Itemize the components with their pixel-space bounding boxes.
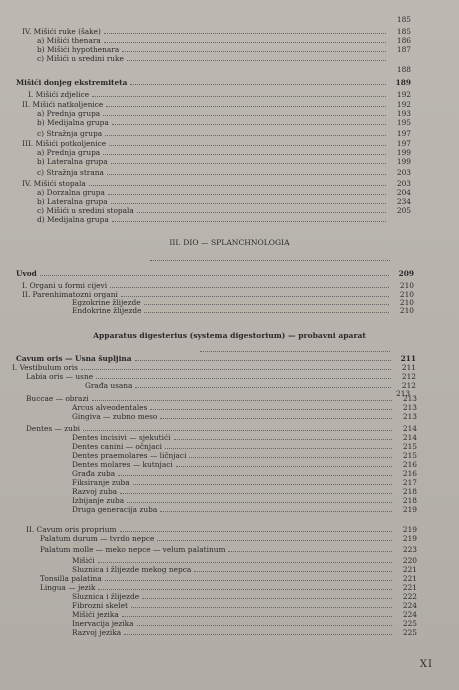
- toc-entry: [12, 364, 416, 372]
- toc-entry-page: 217: [402, 478, 417, 487]
- leader-dots: [122, 50, 386, 52]
- toc-entry-page: 214: [402, 433, 417, 442]
- toc-entry-page: 214: [402, 424, 417, 433]
- toc-entry-page: 199: [396, 157, 411, 166]
- toc-entry-page: 185: [396, 27, 411, 36]
- toc-entry-label: Sluznica i žlijezde mekog nepca: [72, 565, 192, 574]
- part-heading: III. DIO — SPLANCHNOLOGIA: [169, 238, 290, 247]
- toc-entry: [16, 79, 411, 87]
- toc-entry-page: 185: [396, 15, 411, 24]
- toc-entry-page: 193: [396, 109, 411, 118]
- leader-dots: [135, 359, 391, 361]
- toc-entry-label: II. Mišići natkoljenice: [22, 100, 104, 109]
- toc-entry-label: c) Mišići u sredini stopala: [37, 206, 134, 215]
- toc-entry-label: b) Mišići hypothenara: [37, 45, 120, 54]
- toc-entry: [72, 404, 417, 412]
- leader-dots: [142, 597, 392, 599]
- leader-dots: [98, 588, 392, 590]
- toc-entry: [22, 180, 411, 188]
- toc-entry-label: c) Stražnja strana: [37, 168, 104, 177]
- toc-entry: [72, 593, 417, 601]
- toc-entry: [22, 282, 414, 290]
- toc-entry-label: Lingua — jezik: [40, 583, 96, 592]
- toc-entry-label: I. Organi u formi cijevi: [22, 281, 108, 290]
- leader-dots: [135, 386, 391, 388]
- toc-entry: [72, 470, 417, 478]
- leader-dots: [157, 539, 392, 541]
- toc-entry: [72, 434, 417, 442]
- toc-entry: [37, 149, 411, 157]
- toc-entry-label: b) Medijalna grupa: [37, 118, 109, 127]
- toc-entry-page: 224: [402, 610, 417, 619]
- toc-entry-label: a) Prednja grupa: [37, 148, 101, 157]
- leader-dots: [111, 162, 386, 164]
- toc-entry: [28, 91, 411, 99]
- toc-entry: [72, 461, 417, 469]
- toc-entry: [72, 413, 417, 421]
- toc-entry-page: 218: [402, 496, 417, 505]
- toc-entry-label: Građa usana: [85, 381, 133, 390]
- leader-dots: [120, 492, 392, 494]
- toc-entry: [37, 207, 411, 215]
- toc-entry-page: 188: [396, 65, 411, 74]
- toc-entry-page: 210: [399, 290, 414, 299]
- leader-dots: [108, 193, 386, 195]
- toc-entry: [72, 629, 417, 637]
- toc-entry-label: Fibrozni skelet: [72, 601, 128, 610]
- toc-entry-page: 211: [401, 363, 416, 372]
- leader-dots: [160, 510, 392, 512]
- leader-dots: [81, 368, 391, 370]
- toc-entry-label: III. Mišići potkoljenice: [22, 139, 107, 148]
- toc-entry-label: IV. Mišići stopala: [22, 179, 86, 188]
- leader-dots: [176, 465, 392, 467]
- toc-entry-label: Inervacija jezika: [72, 619, 134, 628]
- toc-entry: [40, 584, 417, 592]
- leader-dots: [104, 41, 386, 43]
- toc-entry-page: 210: [399, 306, 414, 315]
- toc-entry-page: 205: [396, 206, 411, 215]
- toc-entry-label: c) Stražnja grupa: [37, 129, 103, 138]
- section-heading: Apparatus digesterius (systema digestorium) — probavni aparat: [93, 331, 366, 340]
- toc-entry: [22, 101, 411, 109]
- toc-entry: [330, 66, 411, 74]
- toc-entry-label: Dentes — zubi: [26, 424, 81, 433]
- leader-dots: [98, 561, 392, 563]
- toc-entry: [72, 620, 417, 628]
- toc-entry: [40, 546, 417, 554]
- toc-entry: [37, 198, 411, 206]
- toc-entry-page: 219: [402, 534, 417, 543]
- toc-entry-page: 197: [396, 129, 411, 138]
- leader-dots: [103, 114, 386, 116]
- toc-entry: [72, 479, 417, 487]
- toc-entry: [22, 140, 411, 148]
- toc-entry-page: 212: [401, 381, 416, 390]
- leader-dots: [228, 550, 392, 552]
- toc-entry-page: 211: [400, 354, 416, 363]
- toc-entry: [40, 535, 417, 543]
- toc-entry: [72, 506, 417, 514]
- toc-entry-page: 219: [402, 525, 417, 534]
- leader-dots: [92, 95, 386, 97]
- toc-entry-label: Cavum oris — Usna šupljina: [16, 354, 132, 363]
- toc-entry-label: Izbijanje zuba: [72, 496, 125, 505]
- leader-dots: [194, 570, 392, 572]
- toc-entry: [26, 425, 417, 433]
- toc-entry-label: Gingiva — zubno meso: [72, 412, 158, 421]
- toc-entry-label: I. Mišići zdjelice: [28, 90, 90, 99]
- toc-entry-page: 219: [402, 505, 417, 514]
- toc-entry-page: 203: [396, 168, 411, 177]
- toc-entry-page: 213: [402, 394, 417, 403]
- toc-entry: [330, 16, 411, 24]
- toc-entry-label: Druga generacija zuba: [72, 505, 158, 514]
- toc-entry-page: 221: [402, 583, 417, 592]
- leader-dots: [89, 184, 386, 186]
- toc-entry-label: Fiksiranje zuba: [72, 478, 130, 487]
- leader-dots: [127, 501, 392, 503]
- leader-dots: [107, 173, 386, 175]
- leader-dots: [189, 456, 392, 458]
- leader-dots: [92, 399, 392, 401]
- toc-entry-label: c) Mišići u sredini ruke: [37, 54, 124, 63]
- leader-dots: [137, 211, 386, 213]
- toc-entry: [37, 216, 411, 224]
- toc-entry: [26, 526, 417, 534]
- toc-entry-label: b) Lateralna grupa: [37, 157, 108, 166]
- toc-entry-page: 216: [402, 469, 417, 478]
- toc-entry-page: 215: [402, 451, 417, 460]
- toc-entry: [37, 55, 411, 63]
- leader-dots: [174, 438, 393, 440]
- toc-entry-page: 218: [402, 487, 417, 496]
- toc-entry: [72, 557, 417, 565]
- toc-entry-page: 222: [402, 592, 417, 601]
- toc-entry-label: Labia oris — usne: [26, 372, 94, 381]
- toc-entry: [72, 307, 414, 315]
- leader-dots: [160, 417, 392, 419]
- leader-dots: [130, 83, 386, 85]
- toc-entry-label: d) Medijalna grupa: [37, 215, 109, 224]
- toc-entry: [37, 169, 411, 177]
- toc-entry: [72, 602, 417, 610]
- toc-entry: [37, 189, 411, 197]
- toc-entry-page: 223: [402, 545, 417, 554]
- toc-entry: [72, 566, 417, 574]
- toc-entry-page: 203: [396, 179, 411, 188]
- toc-entry: [72, 488, 417, 496]
- toc-entry-label: Arcus alveodentales: [72, 403, 148, 412]
- toc-entry-label: Tonsilla palatina: [40, 574, 102, 583]
- toc-entry-page: 187: [396, 45, 411, 54]
- leader-dots: [127, 59, 386, 61]
- toc-entry-label: Dentes canini — očnjaci: [72, 442, 162, 451]
- toc-entry-label: I. Vestibulum oris: [12, 363, 78, 372]
- leader-dots: [40, 274, 389, 276]
- leader-dots: [104, 32, 386, 34]
- toc-entry-label: Buccae — obrazi: [26, 394, 89, 403]
- toc-entry-label: Građa zuba: [72, 469, 116, 478]
- toc-entry-page: 212: [401, 372, 416, 381]
- toc-entry: [26, 395, 417, 403]
- leader-dots: [105, 134, 386, 136]
- leader-dots: [110, 286, 389, 288]
- leader-dots: [109, 144, 386, 146]
- leader-dots: [144, 303, 389, 305]
- toc-entry-label: Egzokrine žlijezde: [72, 298, 141, 307]
- leader-dots: [106, 105, 386, 107]
- leader-dots: [137, 624, 392, 626]
- toc-entry-page: 210: [399, 298, 414, 307]
- toc-entry-label: Palatum molle — meko nepce — velum palatinum: [40, 545, 226, 554]
- toc-entry: [37, 37, 411, 45]
- toc-entry-page: 199: [396, 148, 411, 157]
- toc-entry: [22, 28, 411, 36]
- toc-entry: [16, 270, 414, 278]
- toc-entry-page: 192: [396, 90, 411, 99]
- toc-entry-page: 192: [396, 100, 411, 109]
- toc-entry-page: 225: [402, 628, 417, 637]
- toc-entry: [72, 611, 417, 619]
- toc-entry-page: 220: [402, 556, 417, 565]
- leader-dots: [105, 579, 392, 581]
- leader-dots: [111, 202, 386, 204]
- page-folio: XI: [419, 659, 433, 670]
- leader-dots: [120, 530, 393, 532]
- toc-entry-label: Endokrine žlijezde: [72, 306, 142, 315]
- toc-entry-page: 224: [402, 601, 417, 610]
- toc-entry-page: 234: [396, 197, 411, 206]
- toc-entry-label: Uvod: [16, 269, 37, 278]
- toc-entry-label: Dentes praemolares — ličnjaci: [72, 451, 187, 460]
- leader-dots: [133, 483, 392, 485]
- leader-dots: [165, 447, 392, 449]
- toc-entry-page: 221: [402, 574, 417, 583]
- toc-entry: [85, 382, 416, 390]
- leader-dots: [83, 429, 392, 431]
- toc-entry-label: IV. Mišići ruke (šake): [22, 27, 101, 36]
- toc-entry: [72, 452, 417, 460]
- toc-entry-label: a) Dorzalna grupa: [37, 188, 105, 197]
- toc-entry-page: 221: [402, 565, 417, 574]
- toc-entry-label: II. Cavum oris proprium: [26, 525, 117, 534]
- toc-entry: [37, 46, 411, 54]
- leader-dots: [112, 220, 386, 222]
- toc-entry-page: 213: [402, 403, 417, 412]
- toc-entry: [37, 119, 411, 127]
- leader-dots: [121, 295, 389, 297]
- leader-dots: [150, 260, 390, 261]
- toc-entry-page: 213: [402, 412, 417, 421]
- toc-entry-label: II. Parenhimatozni organi: [22, 290, 118, 299]
- toc-entry-page: 210: [399, 281, 414, 290]
- toc-entry-page: 216: [402, 460, 417, 469]
- toc-entry-page: 197: [396, 139, 411, 148]
- leader-dots: [124, 633, 392, 635]
- leader-dots: [112, 123, 386, 125]
- toc-entry-page: 195: [396, 118, 411, 127]
- leader-dots: [118, 474, 392, 476]
- toc-entry: [37, 110, 411, 118]
- toc-entry: [16, 355, 416, 363]
- toc-entry: [72, 497, 417, 505]
- toc-entry-label: Mišići donjeg ekstremiteta: [16, 78, 128, 87]
- leader-dots: [150, 408, 392, 410]
- toc-entry-label: Dentes incisivi — sjekutići: [72, 433, 171, 442]
- toc-entry-label: a) Prednja grupa: [37, 109, 101, 118]
- toc-entry-page: 204: [396, 188, 411, 197]
- toc-entry-label: Mišići jezika: [72, 610, 119, 619]
- toc-entry-label: Razvoj zuba: [72, 487, 118, 496]
- leader-dots: [144, 311, 389, 313]
- toc-entry: [40, 575, 417, 583]
- toc-entry: [37, 158, 411, 166]
- toc-entry-page: 209: [398, 269, 414, 278]
- toc-entry-page: 225: [402, 619, 417, 628]
- toc-entry-label: Razvoj jezika: [72, 628, 122, 637]
- leader-dots: [103, 153, 386, 155]
- toc-entry-label: a) Mišići thenara: [37, 36, 101, 45]
- toc-entry: [37, 130, 411, 138]
- toc-entry: [72, 443, 417, 451]
- toc-entry: [26, 373, 416, 381]
- toc-entry-label: b) Lateralna grupa: [37, 197, 108, 206]
- toc-entry-page: 215: [402, 442, 417, 451]
- toc-entry-label: Dentes molares — kutnjaci: [72, 460, 173, 469]
- toc-entry-label: Mišići: [72, 556, 95, 565]
- leader-dots: [131, 606, 392, 608]
- leader-dots: [200, 351, 390, 352]
- leader-dots: [122, 615, 392, 617]
- leader-dots: [96, 377, 391, 379]
- toc-entry-page: 189: [395, 78, 411, 87]
- toc-entry-label: Sluznica i žlijezde: [72, 592, 140, 601]
- toc-entry-page: 186: [396, 36, 411, 45]
- stray-page-number: 213: [396, 389, 411, 398]
- toc-entry-label: Palatum durum — tvrdo nepce: [40, 534, 155, 543]
